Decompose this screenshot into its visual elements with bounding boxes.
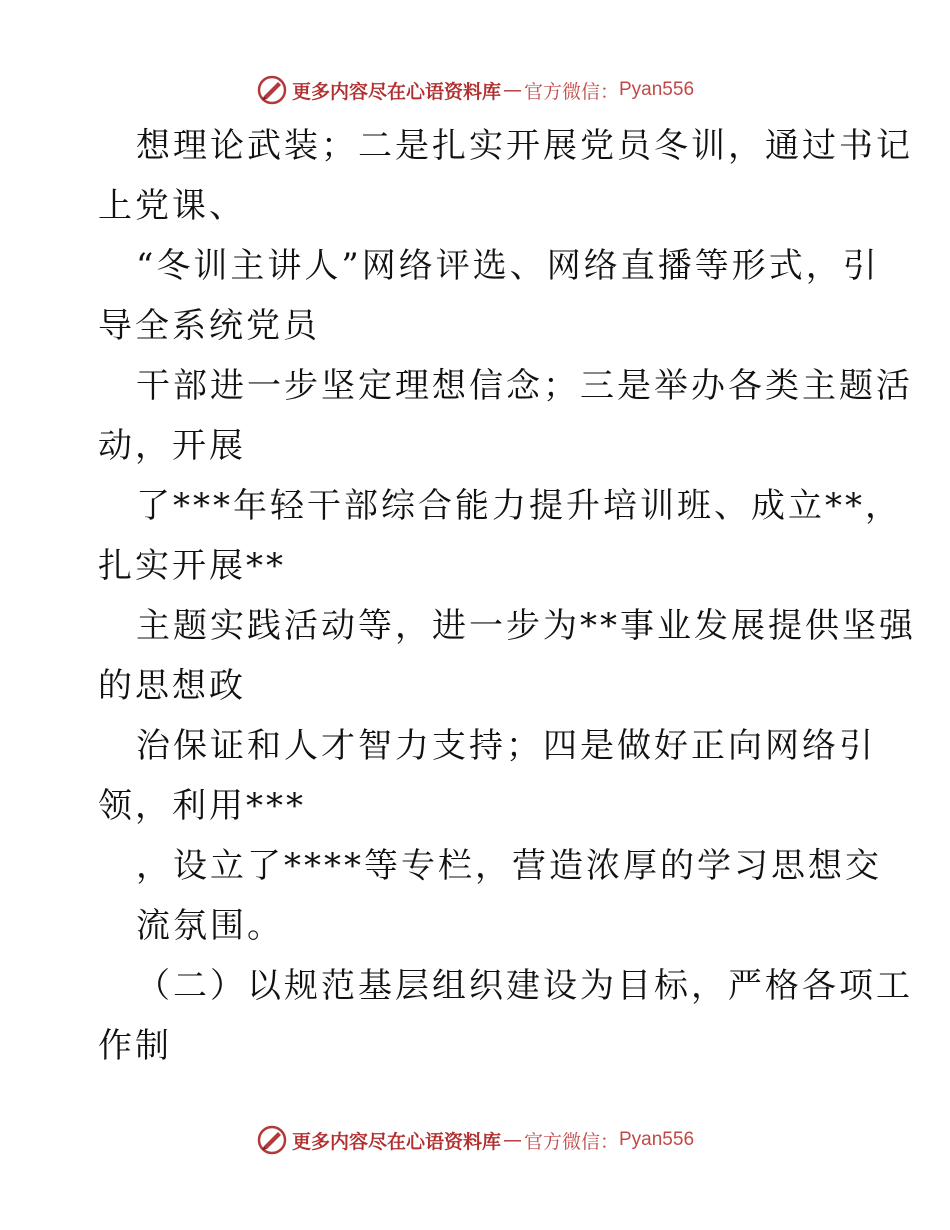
body-line: 干部进一步坚定理想信念；三是举办各类主题活	[136, 366, 913, 406]
body-line: ，设立了****等专栏，营造浓厚的学习思想交	[136, 846, 882, 886]
pen-logo-icon	[256, 74, 288, 106]
watermark-site-text: 更多内容尽在心语资料库	[291, 80, 501, 103]
watermark-wechat-label: 官方微信：	[523, 1130, 619, 1153]
header-watermark	[0, 70, 950, 110]
watermark-dash: —	[502, 1129, 522, 1151]
body-line: “冬训主讲人”网络评选、网络直播等形式，引	[136, 246, 880, 286]
body-line: 主题实践活动等，进一步为**事业发展提供坚强	[136, 606, 916, 646]
body-line: 治保证和人才智力支持；四是做好正向网络引	[136, 726, 876, 766]
section-heading: （二）以规范基层组织建设为目标，严格各项工	[136, 966, 913, 1006]
body-line: 的思想政	[98, 666, 246, 706]
watermark-wechat-label: 官方微信：	[523, 80, 619, 103]
body-line: 作制	[98, 1026, 172, 1066]
watermark-wechat-id: Pyan556	[619, 79, 695, 100]
body-line: 上党课、	[98, 186, 246, 226]
body-line: 了***年轻干部综合能力提升培训班、成立**，	[136, 486, 902, 526]
body-line: 扎实开展**	[98, 546, 286, 586]
watermark-wechat-id: Pyan556	[619, 1129, 695, 1150]
pen-logo-icon	[256, 1124, 288, 1156]
body-line: 动，开展	[98, 426, 246, 466]
body-line: 导全系统党员	[98, 306, 320, 346]
document-body	[98, 116, 916, 1076]
body-line: 想理论武装；二是扎实开展党员冬训，通过书记	[136, 126, 913, 166]
footer-watermark	[0, 1120, 950, 1160]
watermark-site-text: 更多内容尽在心语资料库	[291, 1130, 501, 1153]
watermark-dash: —	[502, 79, 522, 101]
body-line: 领，利用***	[98, 786, 306, 826]
body-line: 流氛围。	[136, 906, 284, 946]
